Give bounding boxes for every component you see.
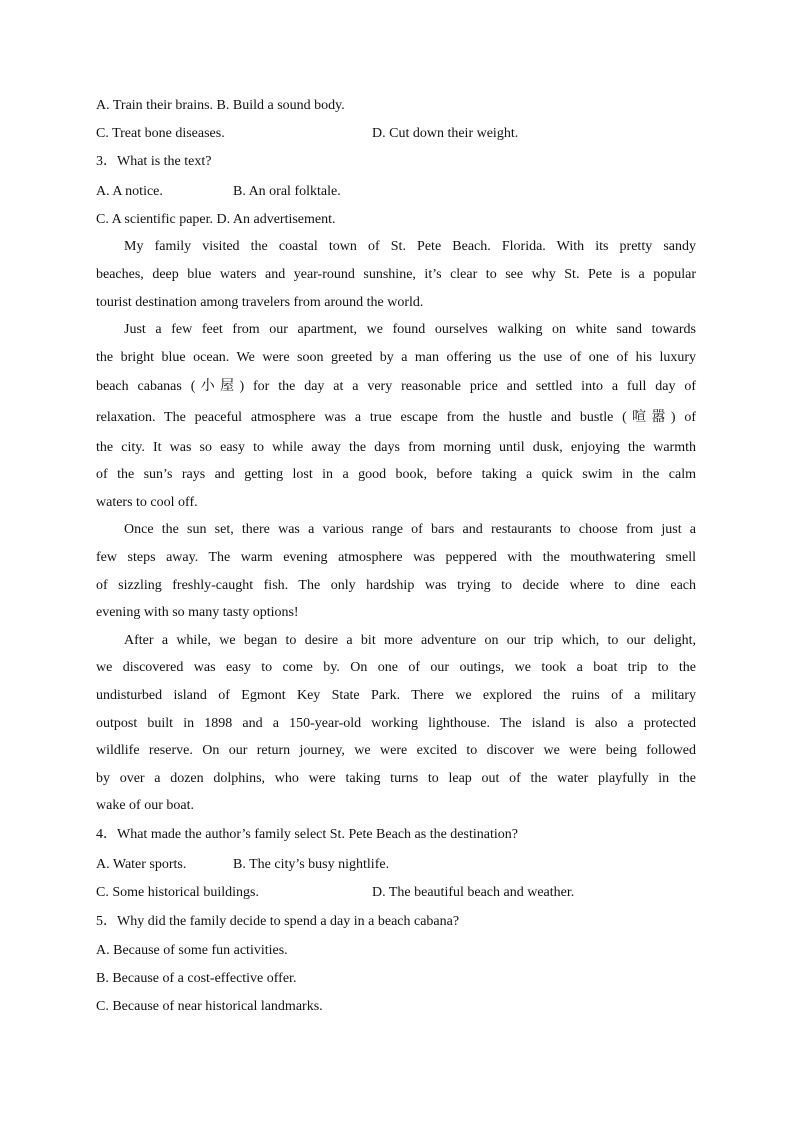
passage-p2-line: waters to cool off. xyxy=(96,495,198,510)
passage-p1-line: tourist destination among travelers from around the world. xyxy=(96,295,424,310)
q2-option-c: C. Treat bone diseases. xyxy=(96,126,225,141)
passage-p2-line: the city. It was so easy to while away the days from morning until dusk, enjoying the warmth xyxy=(96,440,696,455)
q4-option-d: D. The beautiful beach and weather. xyxy=(372,885,575,900)
q5-stem: 5．Why did the family decide to spend a day in a beach cabana? xyxy=(96,914,460,929)
passage-p1-line: My family visited the coastal town of St. Pete Beach. Florida. With its pretty sandy xyxy=(124,239,696,254)
q2-option-d: D. Cut down their weight. xyxy=(372,126,519,141)
passage-p4-line: wake of our boat. xyxy=(96,798,194,813)
passage-p4-line: undisturbed island of Egmont Key State Park. There we explored the ruins of a military xyxy=(96,688,696,703)
q3-stem: 3．What is the text? xyxy=(96,154,212,169)
q4-option-b: B. The city’s busy nightlife. xyxy=(233,857,390,872)
q5-option-c: C. Because of near historical landmarks. xyxy=(96,999,323,1014)
passage-p3-line: few steps away. The warm evening atmosphere was peppered with the mouthwatering smell xyxy=(96,550,696,565)
passage-p4-line: wildlife reserve. On our return journey, we were excited to discover we were being followed xyxy=(96,743,696,758)
q2-option-ab: A. Train their brains. B. Build a sound body. xyxy=(96,98,345,113)
q3-options-cd: C. A scientific paper. D. An advertisement. xyxy=(96,212,336,227)
q4-option-a: A. Water sports. xyxy=(96,857,187,872)
passage-p3-line: of sizzling freshly-caught fish. The only hardship was trying to decide where to dine each xyxy=(96,578,696,593)
passage-p2-line: of the sun’s rays and getting lost in a good book, before taking a quick swim in the calm xyxy=(96,467,696,482)
q3-option-b: B. An oral folktale. xyxy=(233,184,341,199)
passage-p4-line: we discovered was easy to come by. On one of our outings, we took a boat trip to the xyxy=(96,660,696,675)
passage-p3-line: evening with so many tasty options! xyxy=(96,605,299,620)
passage-p2-line: beach cabanas (小屋) for the day at a very reasonable price and settled into a full day of xyxy=(96,379,696,394)
q2-options-cd-row xyxy=(96,124,696,144)
passage-p4-line: After a while, we began to desire a bit more adventure on our trip which, to our delight, xyxy=(124,633,696,648)
passage-p4-line: by over a dozen dolphins, who were taking turns to leap out of the water playfully in the xyxy=(96,771,696,786)
q5-option-b: B. Because of a cost-effective offer. xyxy=(96,971,297,986)
passage-p3-line: Once the sun set, there was a various range of bars and restaurants to choose from just a xyxy=(124,522,696,537)
q3-options-ab-row xyxy=(96,182,696,202)
q4-option-c: C. Some historical buildings. xyxy=(96,885,259,900)
passage-p4-line: outpost built in 1898 and a 150-year-old working lighthouse. The island is also a protected xyxy=(96,716,696,731)
q4-options-cd-row xyxy=(96,883,696,903)
q3-option-a: A. A notice. xyxy=(96,184,163,199)
q4-options-ab-row xyxy=(96,855,696,875)
passage-p2-line: Just a few feet from our apartment, we found ourselves walking on white sand towards xyxy=(124,322,696,337)
q5-option-a: A. Because of some fun activities. xyxy=(96,943,288,958)
passage-p1-line: beaches, deep blue waters and year-round sunshine, it’s clear to see why St. Pete is a popular xyxy=(96,267,696,282)
passage-p2-line: relaxation. The peaceful atmosphere was a true escape from the hustle and bustle (喧嚣) of xyxy=(96,410,696,425)
passage-p2-line: the bright blue ocean. We were soon greeted by a man offering us the use of one of his luxury xyxy=(96,350,696,365)
q4-stem: 4．What made the author’s family select St. Pete Beach as the destination? xyxy=(96,827,518,842)
